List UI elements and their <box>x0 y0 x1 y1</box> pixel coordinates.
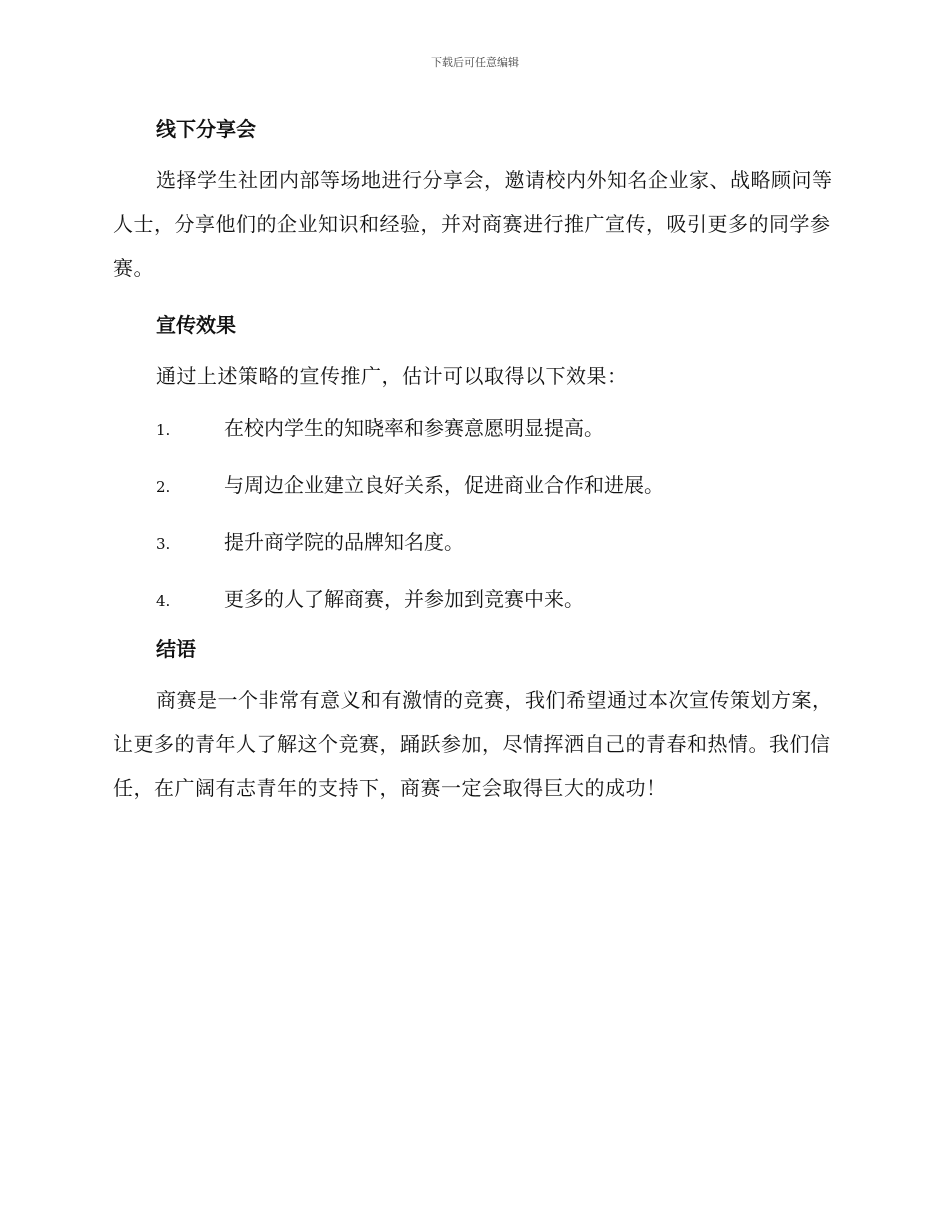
effect-list <box>113 400 833 628</box>
section-title-publicity-effect: 宣传效果 <box>156 313 236 337</box>
section-intro-publicity-effect: 通过上述策略的宣传推广，估计可以取得以下效果： <box>156 364 628 388</box>
list-item-text: 提升商学院的品牌知名度。 <box>224 530 464 554</box>
document-body <box>113 110 833 810</box>
list-item <box>113 457 833 514</box>
list-item <box>113 571 833 628</box>
list-item-number: 4. <box>156 592 171 610</box>
list-item <box>113 400 833 457</box>
section-title-offline-sharing: 线下分享会 <box>156 117 256 141</box>
section-body-offline-sharing: 选择学生社团内部等场地进行分享会，邀请校内外知名企业家、战略顾问等人士，分享他们的企业知识和经验，并对商赛进行推广宣传，吸引更多的同学参赛。 <box>113 168 833 280</box>
list-item-number: 3. <box>156 535 171 553</box>
list-item-text: 更多的人了解商赛，并参加到竞赛中来。 <box>224 587 584 611</box>
list-item-number: 1. <box>156 421 171 439</box>
list-item-text: 在校内学生的知晓率和参赛意愿明显提高。 <box>224 416 604 440</box>
section-body-conclusion: 商赛是一个非常有意义和有激情的竞赛，我们希望通过本次宣传策划方案，让更多的青年人了解这个竞赛，踊跃参加，尽情挥洒自己的青春和热情。我们信任，在广阔有志青年的支持下，商赛一定会取得巨大的成功！ <box>113 688 833 800</box>
list-item <box>113 514 833 571</box>
section-title-conclusion: 结语 <box>156 637 196 661</box>
list-item-number: 2. <box>156 478 171 496</box>
list-item-text: 与周边企业建立良好关系，促进商业合作和进展。 <box>224 473 664 497</box>
page-header-note: 下载后可任意编辑 <box>431 56 519 69</box>
